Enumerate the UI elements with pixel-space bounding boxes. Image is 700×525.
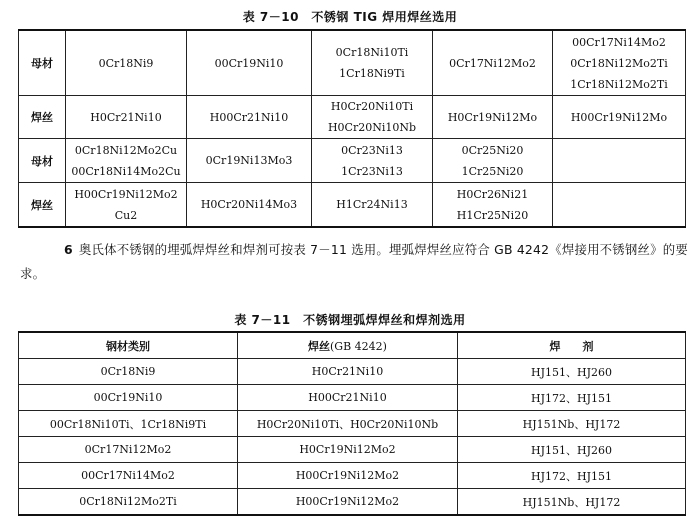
table-cell — [433, 139, 553, 183]
cell-line: H1Cr25Ni20 — [456, 208, 529, 222]
cell-line: 00Cr19Ni10 — [214, 56, 284, 70]
table-row — [19, 385, 686, 411]
table-header-row — [19, 332, 686, 359]
cell-line: 0Cr19Ni13Mo3 — [205, 154, 293, 167]
cell-line: H0Cr19Ni12Mo — [447, 110, 538, 124]
table-cell: 0Cr18Ni12Mo2Ti — [19, 489, 238, 516]
table-cell — [187, 183, 312, 228]
table-cell: HJ151Nb、HJ172 — [458, 411, 686, 437]
table-row — [19, 139, 686, 183]
cell-line: H00Cr19Ni12Mo2 — [74, 187, 178, 201]
cell-line: 1Cr18Ni12Mo2Ti — [570, 77, 668, 91]
table-cell — [66, 139, 187, 183]
cell-line: 0Cr18Ni12Mo2Cu — [74, 143, 178, 157]
table-row — [19, 359, 686, 385]
table-row — [19, 411, 686, 437]
table-cell: H0Cr21Ni10 — [238, 359, 458, 385]
table-7-11 — [18, 331, 686, 516]
paragraph-number: 6 — [64, 242, 73, 257]
table-cell — [66, 183, 187, 228]
paragraph-text: 奥氏体不锈钢的埋弧焊焊丝和焊剂可按表 7－11 选用。埋弧焊焊丝应符合 GB 4242《焊接用不锈钢丝》的要求。 — [20, 242, 688, 281]
paragraph-6 — [20, 238, 688, 286]
cell-line: H0Cr20Ni10Ti — [330, 100, 414, 113]
table-cell: 00Cr18Ni10Ti、1Cr18Ni9Ti — [19, 411, 238, 437]
cell-line: 0Cr25Ni20 — [461, 143, 524, 157]
cell-line: 0Cr17Ni12Mo2 — [449, 56, 536, 70]
table-cell: 00Cr17Ni14Mo2 — [19, 463, 238, 489]
table-cell — [312, 30, 433, 96]
table-cell: HJ151Nb、HJ172 — [458, 489, 686, 516]
table-cell: 00Cr19Ni10 — [19, 385, 238, 411]
table-row — [19, 489, 686, 516]
header-wire-label: 焊丝 — [308, 339, 331, 353]
table-row — [19, 437, 686, 463]
cell-line: H00Cr21Ni10 — [209, 110, 289, 124]
table-cell — [433, 96, 553, 139]
table-cell — [187, 30, 312, 96]
cell-line: 00Cr18Ni14Mo2Cu — [71, 164, 181, 178]
table-cell: H00Cr21Ni10 — [238, 385, 458, 411]
cell-line: H0Cr26Ni21 — [456, 187, 529, 201]
cell-line: H00Cr19Ni12Mo — [570, 110, 668, 124]
header-wire-standard: (GB 4242) — [330, 339, 387, 353]
table-cell: H0Cr20Ni10Ti、H0Cr20Ni10Nb — [238, 411, 458, 437]
table-7-11-caption: 表 7－11 不锈钢埋弧焊焊丝和焊剂选用 — [234, 313, 466, 327]
table-cell — [312, 183, 433, 228]
row-label: 母材 — [19, 139, 66, 183]
table-cell — [553, 30, 686, 96]
table-7-10-caption: 表 7－10 不锈钢 TIG 焊用焊丝选用 — [242, 10, 458, 24]
row-label: 焊丝 — [19, 96, 66, 139]
header-welding-wire — [238, 332, 458, 359]
cell-line: 0Cr18Ni10Ti — [335, 46, 409, 59]
cell-line: 0Cr18Ni9 — [98, 56, 154, 70]
table-cell: HJ151、HJ260 — [458, 437, 686, 463]
table-cell: H00Cr19Ni12Mo2 — [238, 489, 458, 516]
table-7-10 — [18, 29, 686, 228]
table-cell — [553, 139, 686, 183]
table-cell — [66, 30, 187, 96]
table-cell: 0Cr18Ni9 — [19, 359, 238, 385]
table-cell: 0Cr17Ni12Mo2 — [19, 437, 238, 463]
cell-line: 0Cr18Ni12Mo2Ti — [570, 56, 668, 70]
table-row — [19, 463, 686, 489]
table-row — [19, 96, 686, 139]
table-cell — [433, 183, 553, 228]
table-cell: HJ151、HJ260 — [458, 359, 686, 385]
table-cell — [312, 96, 433, 139]
table-cell — [187, 96, 312, 139]
table-cell — [312, 139, 433, 183]
cell-line: 1Cr25Ni20 — [461, 164, 524, 178]
table-cell: H0Cr19Ni12Mo2 — [238, 437, 458, 463]
cell-line: H0Cr20Ni10Nb — [327, 121, 417, 134]
row-label: 母材 — [19, 30, 66, 96]
table-cell — [553, 96, 686, 139]
cell-line: 00Cr17Ni14Mo2 — [572, 35, 666, 49]
header-flux: 焊 剂 — [458, 332, 686, 359]
table-cell — [187, 139, 312, 183]
table-row — [19, 30, 686, 96]
cell-line: 1Cr18Ni9Ti — [339, 67, 405, 80]
table-cell — [433, 30, 553, 96]
cell-line: 0Cr23Ni13 — [341, 143, 403, 157]
header-steel-category: 钢材类别 — [19, 332, 238, 359]
cell-line: H1Cr24Ni13 — [336, 198, 408, 211]
cell-line: 1Cr23Ni13 — [341, 164, 403, 178]
row-label: 焊丝 — [19, 183, 66, 228]
cell-line: H0Cr21Ni10 — [90, 110, 162, 124]
cell-line: Cu2 — [114, 208, 138, 222]
table-cell — [66, 96, 187, 139]
table-cell: HJ172、HJ151 — [458, 463, 686, 489]
cell-line: H0Cr20Ni14Mo3 — [200, 198, 298, 211]
table-cell: H00Cr19Ni12Mo2 — [238, 463, 458, 489]
table-cell — [553, 183, 686, 228]
table-row — [19, 183, 686, 228]
table-cell: HJ172、HJ151 — [458, 385, 686, 411]
